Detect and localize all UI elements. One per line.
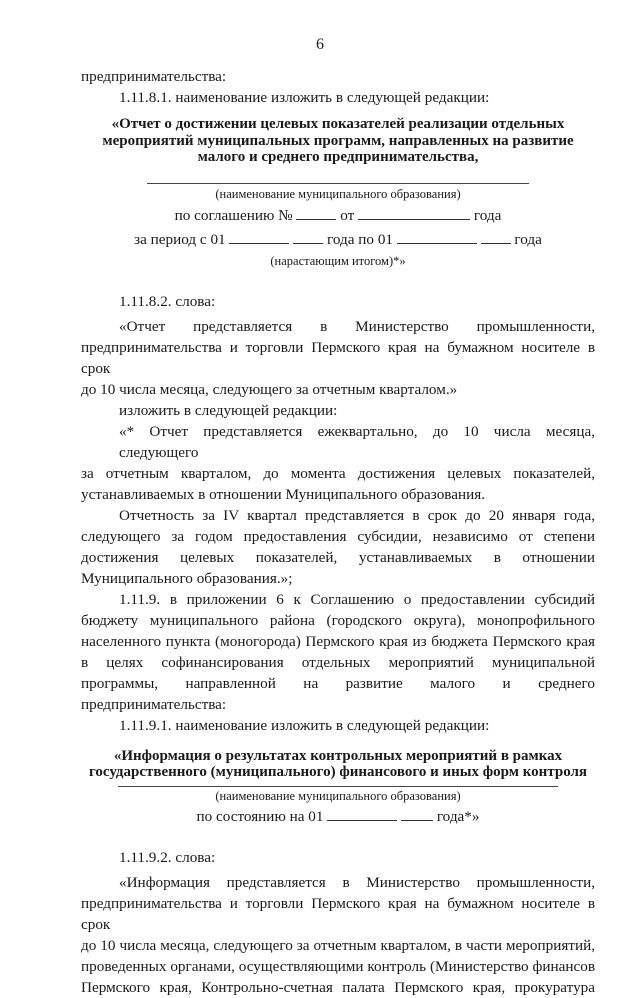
period-label: за период с 01 xyxy=(134,230,226,248)
report-title xyxy=(81,116,595,166)
state-date-label: по состоянию на 01 xyxy=(196,807,324,825)
text-line: населенного пункта (моногорода) Пермского края из бюджета Пермского края xyxy=(81,632,595,650)
text-line: достижения целевых показателей, устанавливаемых в отношении xyxy=(81,548,595,566)
text-line: Муниципального образования.»; xyxy=(81,569,293,587)
text-line: устанавливаемых в отношении Муниципального образования. xyxy=(81,485,486,503)
title-line: государственного (муниципального) финансового и иных форм контроля xyxy=(88,764,588,780)
text-line: Пермского края, Контрольно-счетная палата Пермского края, прокуратура xyxy=(81,978,595,996)
text-line: проведенных органами, осуществляющими контроль (Министерство финансов xyxy=(81,957,595,975)
title-line: «Информация о результатах контрольных мероприятий в рамках xyxy=(113,747,563,764)
text-line: в целях софинансирования отдельных мероприятий муниципальной xyxy=(81,653,595,671)
field-caption: (наименование муниципального образования) xyxy=(215,186,461,201)
state-year-label: года*» xyxy=(436,807,480,825)
cumulative-caption: (нарастающим итогом)*» xyxy=(270,253,406,268)
text-line: программы, направленной на развитие малого и среднего xyxy=(81,674,595,692)
agreement-number-blank xyxy=(296,206,336,220)
agreement-from-label: от xyxy=(340,206,355,224)
text-line: «* Отчет представляется ежеквартально, до 10 числа месяца, следующего xyxy=(119,422,595,461)
state-date-line xyxy=(81,806,595,827)
agreement-date-blank xyxy=(358,206,470,220)
period-year-blank xyxy=(293,230,323,244)
period-line xyxy=(81,229,595,250)
field-caption: (наименование муниципального образования) xyxy=(215,788,461,803)
period-to-year-blank xyxy=(481,230,511,244)
text-line: до 10 числа месяца, следующего за отчетным кварталом, в части мероприятий, xyxy=(81,936,595,954)
state-date-blank xyxy=(327,807,397,821)
page-number: 6 xyxy=(316,36,324,53)
text-line: 1.11.9. в приложении 6 к Соглашению о предоставлении субсидий xyxy=(119,590,595,608)
text-line: предпринимательства и торговли Пермского края на бумажном носителе в срок xyxy=(81,338,595,377)
title-line: «Отчет о достижении целевых показателей реализации отдельных xyxy=(111,116,565,132)
document-body xyxy=(81,66,595,998)
agreement-year-label: года xyxy=(473,206,502,224)
period-year-label: года xyxy=(514,230,542,248)
period-to-month-blank xyxy=(397,230,477,244)
paragraph xyxy=(81,505,595,589)
state-year-blank xyxy=(401,807,433,821)
paragraph xyxy=(81,872,595,998)
text-line: «Информация представляется в Министерство промышленности, xyxy=(119,873,595,891)
text-line: Отчетность за IV квартал представляется в срок до 20 января года, xyxy=(119,506,595,524)
text-line: предпринимательства: xyxy=(81,695,227,713)
text-line: бюджету муниципального района (городского округа), монопрофильного xyxy=(81,611,595,629)
text-line: 1.11.9.1. наименование изложить в следующей редакции: xyxy=(119,716,490,734)
text-line: предпринимательства: xyxy=(81,68,227,85)
text-line: предпринимательства и торговли Пермского края на бумажном носителе в срок xyxy=(81,894,595,933)
title-line: мероприятий муниципальных программ, направленных на развитие xyxy=(102,132,574,149)
paragraph xyxy=(81,316,595,400)
text-line: за отчетным кварталом, до момента достижения целевых показателей, xyxy=(81,464,595,482)
text-line: изложить в следующей редакции: xyxy=(119,401,338,419)
text-line: следующего за годом предоставления субсидии, независимо от степени xyxy=(81,527,595,545)
information-title xyxy=(81,748,595,781)
blank-line xyxy=(118,786,558,787)
title-line: малого и среднего предпринимательства, xyxy=(197,149,479,165)
text-line: до 10 числа месяца, следующего за отчетным кварталом.» xyxy=(81,380,458,398)
agreement-label: по соглашению № xyxy=(174,206,293,224)
paragraph xyxy=(81,589,595,715)
period-to-label: года по 01 xyxy=(327,230,394,248)
text-line: «Отчет представляется в Министерство промышленности, xyxy=(119,317,595,335)
text-line: 1.11.9.2. слова: xyxy=(119,848,216,866)
text-line: 1.11.8.1. наименование изложить в следующей редакции: xyxy=(119,89,490,106)
paragraph xyxy=(81,421,595,505)
agreement-line xyxy=(81,205,595,226)
period-month-blank xyxy=(229,230,289,244)
text-line: 1.11.8.2. слова: xyxy=(119,292,216,310)
blank-line xyxy=(147,183,529,184)
